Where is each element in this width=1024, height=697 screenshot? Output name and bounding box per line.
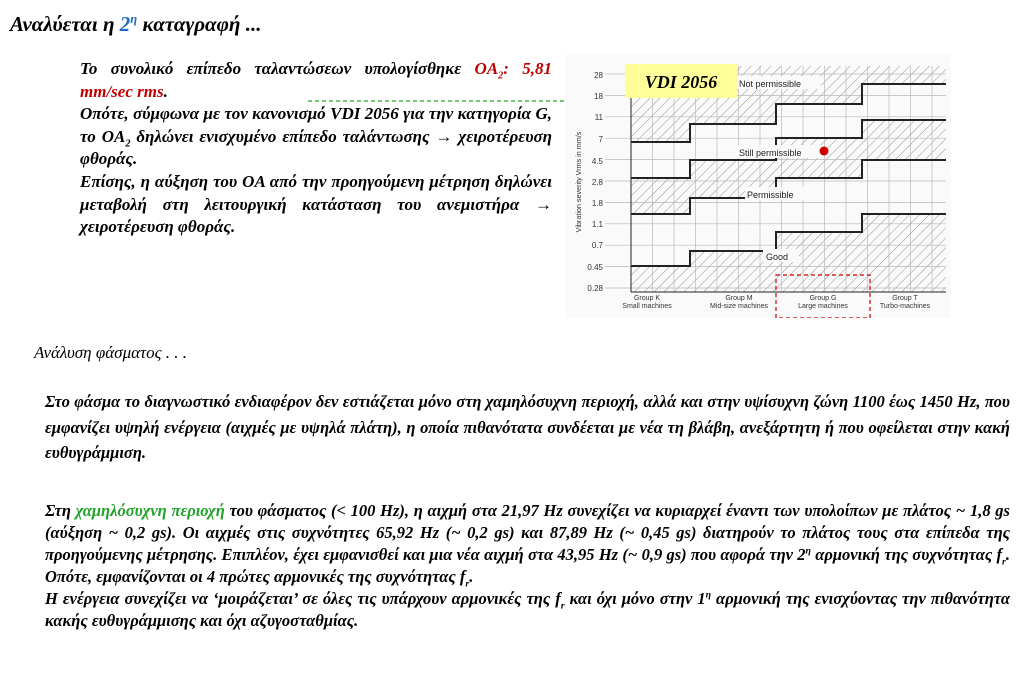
y-tick-label: 7 (598, 135, 603, 144)
section-title: Ανάλυση φάσματος . . . (34, 343, 188, 362)
title-ordinal: $2^\eta$ (119, 12, 138, 36)
y-tick-label: 11 (594, 113, 603, 122)
spectrum-text-2 (45, 500, 1010, 632)
group-g-desc: Large machines (798, 303, 848, 310)
group-k-name: Group K (633, 295, 661, 302)
spectrum-paragraph-3: Η ενέργεια συνεχίζει να ‘μοιράζεται’ σε όλες τις υπάρχουν αρμονικές της $f_r$ και όχι μόνο στην $1^\eta$ αρμονική της ενισχύοντας την πιθανότητα κακής ευθυγράμμισης και όχι αζυγοσταθμίας. (45, 589, 1010, 630)
y-tick-label: 0.7 (591, 241, 603, 250)
y-axis-label: Vibration severity Vrms in mm/s (574, 131, 583, 233)
group-m-desc: Mid-size machines (710, 303, 768, 310)
group-t-name: Group T (892, 295, 918, 302)
zone-label-still-permissible: Still permissible (739, 148, 802, 158)
y-tick-label: 2.8 (591, 178, 603, 187)
low-frequency-highlight: χαμηλόσυχνη περιοχή (75, 501, 225, 520)
measurement-point (820, 147, 829, 156)
zone-label-permissible: Permissible (747, 190, 794, 200)
summary-line-1: Το συνολικό επίπεδο ταλαντώσεων υπολογίσθηκε $OA_2$: 5,81 mm/sec rms. (80, 59, 552, 101)
zone-label-not-permissible: Not permissible (739, 79, 802, 89)
oa-value: $OA_2$: 5,81 mm/sec rms (80, 59, 552, 101)
y-tick-label: 18 (594, 92, 603, 101)
zone-label-good: Good (766, 252, 789, 262)
vdi-2056-chart (565, 54, 951, 318)
y-tick-label: 4.5 (591, 157, 603, 166)
spectrum-paragraph-2: Στη χαμηλόσυχνη περιοχή του φάσματος (< 100 Hz), η αιχμή στα 21,97 Hz συνεχίζει να κυριαρχεί έναντι των υπολοίπων με πλάτος ~ 1,8 gs (αύξηση ~ 0,2 gs). Οι αιχμές στις συχνότητες 65,92 Hz (~ 0,2 gs) και 87,89 Hz (~ 0,45 gs) διατηρούν το πλάτος τους στα επίπεδα της προηγούμενης μέτρησης. Επιπλέον, έχει εμφανισθεί και μια νέα αιχμή στα 43,95 Hz (~ 0,9 gs) που αφορά την $2^\eta$ αρμονική της συχνότητας $f_r$. Οπότε, εμφανίζονται οι 4 πρώτες αρμονικές της συχνότητας $f_r$. (45, 501, 1010, 590)
group-g-name: Group G (809, 295, 837, 302)
summary-line-2: Οπότε, σύμφωνα με τον κανονισμό VDI 2056 για την κατηγορία G, το $OA_2$ δηλώνει ενισχυμένο επίπεδο ταλάντωσης → χειροτέρευση φθοράς. (80, 104, 553, 169)
spectrum-paragraph-1: Στο φάσμα το διαγνωστικό ενδιαφέρον δεν εστιάζεται μόνο στη χαμηλόσυχνη περιοχή, αλλά και στην υψίσυχνη ζώνη 1100 έως 1450 Hz, που εμφανίζει υψηλή ενέργεια (αιχμές με υψηλά πλάτη), η οποία πιθανότατα συνδέεται με νέα τη βλάβη, ανεξάρτητη ή που οφείλεται στην κακή ευθυγράμμιση. (45, 392, 1010, 462)
summary-line-3: Επίσης, η αύξηση του OA από την προηγούμενη μέτρηση δηλώνει μεταβολή στη λειτουργική κατάσταση του ανεμιστήρα → χειροτέρευση φθοράς. (80, 171, 552, 237)
y-tick-label: 0.45 (587, 263, 603, 272)
group-m-name: Group M (725, 295, 753, 302)
y-tick-label: 28 (594, 71, 603, 80)
y-tick-label: 1.8 (591, 199, 603, 208)
spectrum-text-1 (45, 389, 1010, 466)
y-tick-label: 1.1 (591, 220, 603, 229)
vdi-badge-label: VDI 2056 (644, 72, 718, 92)
group-k-desc: Small machines (622, 303, 672, 310)
group-t-desc: Turbo-machines (879, 303, 931, 310)
y-tick-label: 0.28 (587, 284, 603, 293)
slide-title: Αναλύεται η $2^\eta$ καταγραφή ... (10, 12, 262, 36)
